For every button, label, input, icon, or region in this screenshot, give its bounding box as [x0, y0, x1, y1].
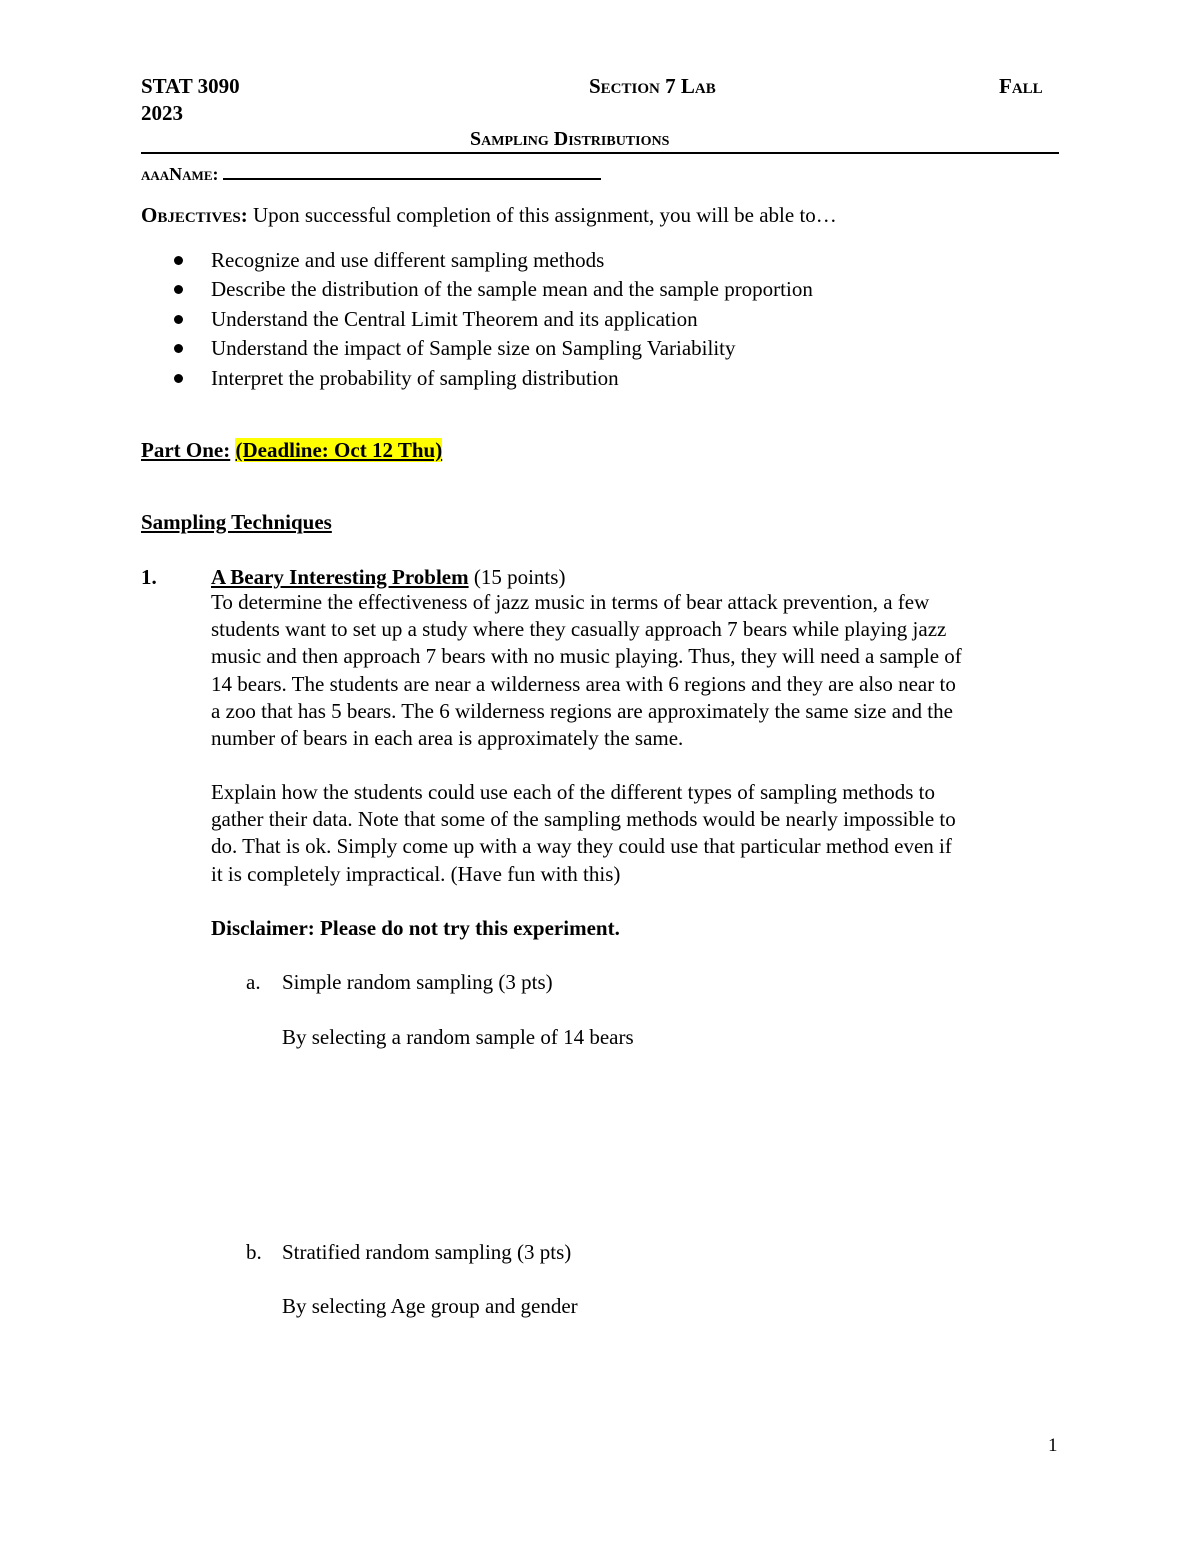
- part-one-deadline: (Deadline: Oct 12 Thu): [235, 438, 443, 462]
- page-number: 1: [1048, 1435, 1058, 1456]
- term-word: Fall: [999, 74, 1043, 98]
- problem-title: A Beary Interesting Problem: [211, 565, 469, 589]
- part-one-label: Part One:: [141, 438, 231, 462]
- name-label: Name:: [169, 164, 219, 184]
- subpart-b-letter: b.: [246, 1240, 262, 1264]
- section-heading: Sampling Techniques: [141, 510, 332, 534]
- objectives-list: [141, 246, 813, 393]
- term-year: 2023: [141, 101, 183, 125]
- bullet-icon: [174, 285, 183, 294]
- bullet-icon: [174, 344, 183, 353]
- bullet-icon: [174, 315, 183, 324]
- name-field: [141, 160, 601, 185]
- objectives-label: Objectives:: [141, 203, 248, 227]
- name-blank-line: [223, 160, 601, 180]
- list-item: Recognize and use different sampling methods: [141, 246, 813, 275]
- list-item: Understand the Central Limit Theorem and its application: [141, 305, 813, 334]
- disclaimer: Disclaimer: Please do not try this experiment.: [211, 916, 620, 940]
- problem-instructions: Explain how the students could use each of the different types of sampling methods to gather their data. Note that some of the sampling methods would be nearly impossible to do. That is ok. Simply come up with a way they could use that particular method even if it is completely impractical. (Have fun with this): [211, 780, 956, 886]
- header-rule: [141, 152, 1059, 154]
- lab-title: Section 7 Lab: [589, 74, 716, 98]
- list-item: Understand the impact of Sample size on Sampling Variability: [141, 334, 813, 363]
- subpart-a-label: Simple random sampling (3 pts): [282, 970, 553, 994]
- problem-points: (15 points): [473, 565, 566, 589]
- problem-description: To determine the effectiveness of jazz music in terms of bear attack prevention, a few students want to set up a study where they casually approach 7 bears while playing jazz music and then approach 7 bears with no music playing. Thus, they will need a sample of 14 bears. The students are near a wilderness area with 6 regions and they are also near to a zoo that has 5 bears. The 6 wilderness regions are approximately the same size and the number of bears in each area is approximately the same.: [211, 590, 962, 751]
- bullet-icon: [174, 374, 183, 383]
- name-prefix: aaa: [141, 164, 170, 184]
- problem-number: 1.: [141, 565, 157, 589]
- objectives-intro-text: Upon successful completion of this assignment, you will be able to…: [252, 203, 837, 227]
- subpart-a-answer: By selecting a random sample of 14 bears: [282, 1025, 634, 1049]
- bullet-icon: [174, 256, 183, 265]
- subpart-a-letter: a.: [246, 970, 261, 994]
- problem-title-line: [211, 564, 565, 591]
- part-one-heading: [141, 437, 442, 464]
- subpart-b-label: Stratified random sampling (3 pts): [282, 1240, 572, 1264]
- list-item: Describe the distribution of the sample mean and the sample proportion: [141, 275, 813, 304]
- list-item: Interpret the probability of sampling distribution: [141, 364, 813, 393]
- subpart-b-answer: By selecting Age group and gender: [282, 1294, 578, 1318]
- document-subtitle: Sampling Distributions: [470, 128, 670, 150]
- course-code: STAT 3090: [141, 74, 240, 98]
- objectives-intro: [141, 202, 837, 229]
